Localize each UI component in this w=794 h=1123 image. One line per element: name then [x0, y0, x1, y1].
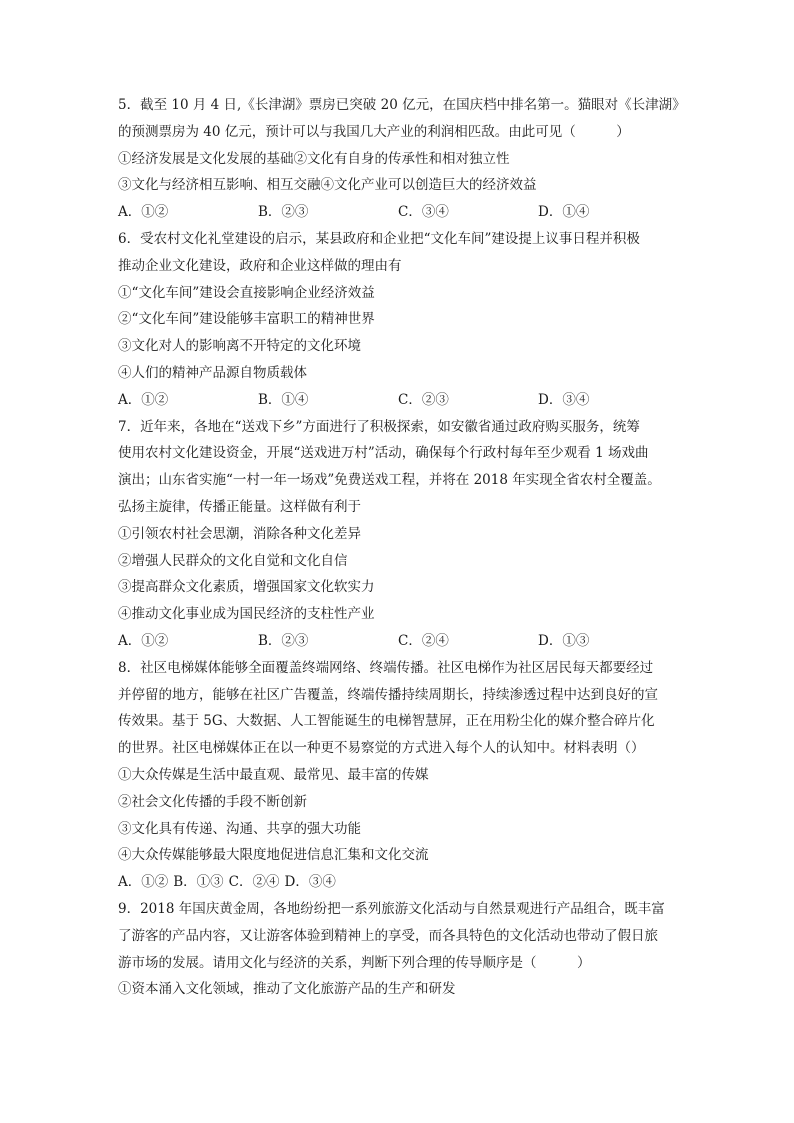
- question-8: [118, 655, 678, 896]
- option-b: B．①③: [173, 874, 224, 891]
- question-stem-line: 并停留的地方，能够在社区广告覆盖，终端传播持续周期长，持续渗透过程中达到良好的宣: [118, 686, 658, 703]
- statement-line: ③文化对人的影响离不开特定的文化环境: [118, 338, 361, 355]
- statement-line: ③文化具有传递、沟通、共享的强大功能: [118, 820, 361, 837]
- question-stem-line: 8．社区电梯媒体能够全面覆盖终端网络、终端传播。社区电梯作为社区居民每天都要经过: [118, 659, 654, 676]
- statement-line: ③提高群众文化素质，增强国家文化软实力: [118, 579, 375, 596]
- answer-options: [118, 869, 678, 896]
- statement-line: ②增强人民群众的文化自觉和文化自信: [118, 552, 348, 569]
- question-stem-line: 的预测票房为 40 亿元，预计可以与我国几大产业的利润相匹敌。由此可见（ ）: [118, 123, 630, 140]
- option-a: A．①②: [118, 391, 169, 408]
- question-stem-line: 9．2018 年国庆黄金周，各地纷纷把一系列旅游文化活动与自然景观进行产品组合，既丰富: [118, 900, 665, 917]
- answer-options: [118, 628, 678, 655]
- question-stem-line: 5．截至 10 月 4 日,《长津湖》票房已突破 20 亿元，在国庆档中排名第一。猫眼对《长津湖》: [118, 97, 686, 113]
- option-c: C．②③: [398, 391, 449, 408]
- question-6: [118, 226, 678, 414]
- option-b: B．②③: [258, 204, 309, 221]
- question-stem-line: 了游客的产品内容，又让游客体验到精神上的享受，而各具特色的文化活动也带动了假日旅: [118, 927, 658, 944]
- option-d: D．③④: [284, 874, 336, 891]
- question-7: [118, 414, 678, 655]
- question-stem-line: 游市场的发展。请用文化与经济的关系，判断下列合理的传导顺序是（ ）: [118, 954, 591, 971]
- option-d: D．①④: [538, 204, 590, 221]
- answer-options: [118, 199, 678, 226]
- option-c: C．②④: [228, 874, 280, 891]
- statement-line: ①大众传媒是生活中最直观、最常见、最丰富的传媒: [118, 766, 429, 783]
- statement-line: ④人们的精神产品源自物质载体: [118, 364, 307, 381]
- option-d: D．③④: [538, 391, 590, 408]
- statement-line: ④推动文化事业成为国民经济的支柱性产业: [118, 606, 375, 623]
- question-stem-line: 7．近年来，各地在“送戏下乡”方面进行了积极探索，如安徽省通过政府购买服务，统筹: [118, 418, 640, 435]
- option-a: A．①②: [118, 204, 169, 221]
- option-c: C．②④: [398, 632, 449, 649]
- statement-line: ①“文化车间”建设会直接影响企业经济效益: [118, 284, 375, 301]
- statement-line: ②社会文化传播的手段不断创新: [118, 793, 307, 810]
- question-stem-line: 推动企业文化建设，政府和企业这样做的理由有: [118, 257, 402, 274]
- statement-line: ②“文化车间”建设能够丰富职工的精神世界: [118, 311, 375, 328]
- option-d: D．①③: [538, 632, 590, 649]
- statement-line: ①引领农村社会思潮，消除各种文化差异: [118, 525, 361, 542]
- option-a: A．①②: [118, 874, 169, 891]
- question-stem-line: 弘扬主旋律，传播正能量。这样做有利于: [118, 498, 361, 515]
- question-stem-line: 使用农村文化建设资金，开展“送戏进万村”活动，确保每个行政村每年至少观看 1 场戏曲: [118, 445, 649, 462]
- question-stem-line: 传效果。基于 5G、大数据、人工智能诞生的电梯智慧屏，正在用粉尘化的媒介整合碎片化: [118, 713, 655, 730]
- question-9: [118, 896, 678, 1003]
- question-5: [118, 92, 686, 226]
- statement-line: ④大众传媒能够最大限度地促进信息汇集和文化交流: [118, 847, 429, 864]
- option-b: B．②③: [258, 632, 309, 649]
- answer-options: [118, 387, 678, 414]
- statement-line: ①经济发展是文化发展的基础②文化有自身的传承性和相对独立性: [118, 150, 510, 167]
- question-list: [118, 92, 686, 1003]
- option-b: B．①④: [258, 391, 309, 408]
- question-stem-line: 6．受农村文化礼堂建设的启示，某县政府和企业把“文化车间”建设提上议事日程并积极: [118, 230, 640, 247]
- option-c: C．③④: [398, 204, 449, 221]
- option-a: A．①②: [118, 632, 169, 649]
- question-stem-line: 的世界。社区电梯媒体正在以一种更不易察觉的方式进入每个人的认知中。材料表明（）: [118, 740, 645, 757]
- question-stem-line: 演出；山东省实施“一村一年一场戏”免费送戏工程，并将在 2018 年实现全省农村全覆盖。: [118, 472, 661, 489]
- statement-line: ①资本涌入文化领域，推动了文化旅游产品的生产和研发: [118, 981, 456, 998]
- statement-line: ③文化与经济相互影响、相互交融④文化产业可以创造巨大的经济效益: [118, 177, 537, 194]
